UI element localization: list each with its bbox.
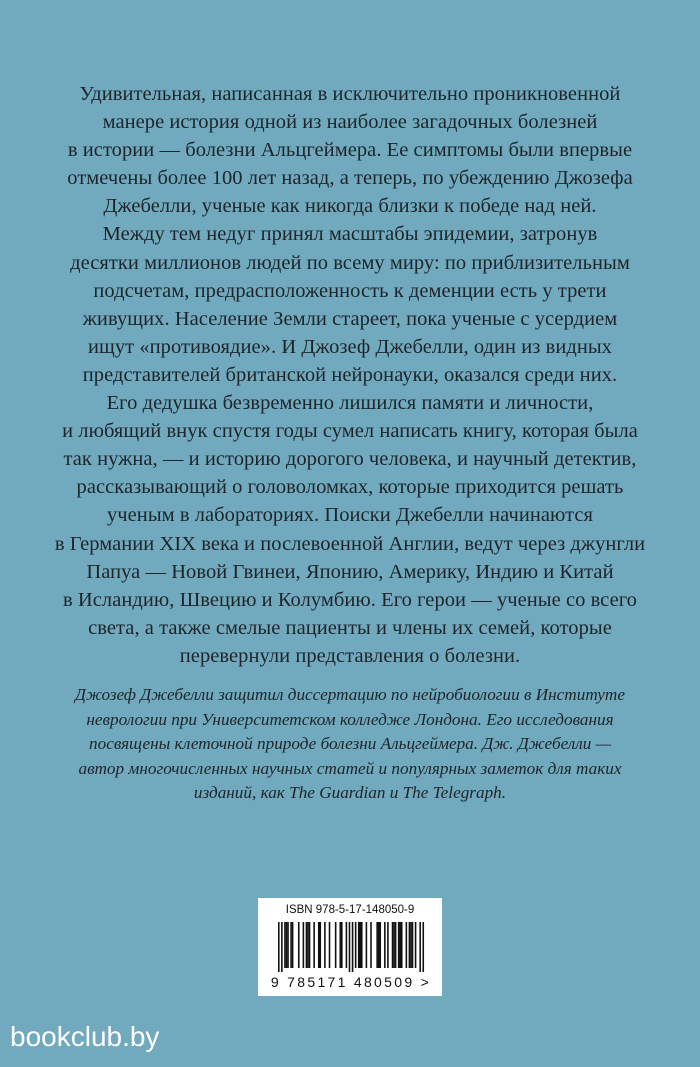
barcode-digits: 9 785171 480509 >	[270, 974, 432, 990]
barcode-bar	[313, 922, 315, 968]
isbn-label: ISBN 978-5-17-148050-9	[285, 904, 415, 916]
description-line: и любящий внук спустя годы сумел написать книгу, которая была	[62, 420, 638, 443]
description-line: Папуа — Новой Гвинеи, Японию, Америку, Индию и Китай	[86, 560, 614, 583]
barcode-bar	[341, 922, 343, 968]
barcode-bar	[281, 922, 283, 972]
barcode-bar	[307, 922, 309, 968]
description-line: Его дедушка безвременно лишился памяти и личности,	[106, 392, 594, 415]
description-line: в истории — болезни Альцгеймера. Ее симптомы были впервые	[67, 139, 633, 162]
description-line: десятки миллионов людей по всему миру: по приблизительным	[70, 251, 630, 274]
description-line: Удивительная, написанная в исключительно проникновенной	[79, 83, 621, 105]
author-bio-line: Джозеф Джебелли защитил диссертацию по нейробиологии в Институте	[75, 685, 625, 704]
barcode-bar	[384, 922, 386, 968]
barcode-bar	[358, 922, 360, 968]
barcode-bar	[398, 922, 400, 968]
barcode-bar	[319, 922, 321, 968]
barcode-bar	[406, 922, 408, 968]
barcode-bar	[409, 922, 411, 968]
barcode-bar	[359, 922, 361, 968]
barcode-bar	[292, 922, 294, 968]
barcode-bar	[335, 922, 337, 968]
barcode-bar	[324, 922, 326, 968]
barcode-bar	[286, 922, 288, 968]
barcode-bar	[370, 922, 372, 968]
barcode-bar	[379, 922, 381, 968]
barcode-bar	[346, 922, 348, 968]
description-line: Между тем недуг принял масштабы эпидемии, затронув	[102, 223, 598, 246]
barcode-bar	[422, 922, 424, 972]
barcode-bar	[399, 922, 401, 968]
description-line: в Германии XIX века и послевоенной Англии, ведут через джунгли	[54, 532, 646, 555]
barcode-bar	[306, 922, 308, 968]
description-line: в Исландию, Швецию и Колумбию. Его герои — ученые со всего	[63, 588, 637, 611]
barcode-bar	[309, 922, 311, 968]
barcode-bar	[410, 922, 412, 968]
barcode-panel	[258, 898, 442, 996]
description-line: Джебелли, ученые как никогда близки к победе над ней.	[103, 195, 597, 218]
author-bio-line: изданий, как The Guardian и The Telegraph.	[193, 783, 507, 803]
watermark-text: bookclub.by	[10, 1021, 160, 1052]
barcode-bar	[349, 922, 351, 972]
description-line: ищут «противоядие». И Джозеф Джебелли, один из видных	[88, 335, 612, 358]
author-bio	[35, 683, 665, 806]
description-line: подсчетам, предрасположенность к деменции есть у трети	[93, 279, 607, 302]
barcode-bar	[284, 922, 286, 968]
barcode-bar	[387, 922, 389, 968]
author-bio-line: неврологии при Университетском колледже Лондона. Его исследования	[86, 709, 614, 729]
author-bio-line: посвящены клеточной природе болезни Альцгеймера. Дж. Джебелли —	[89, 734, 611, 754]
barcode-bar	[412, 922, 414, 968]
barcode-bar	[352, 922, 354, 972]
barcode-bar	[401, 922, 403, 968]
barcode-bar	[395, 922, 397, 968]
barcode-bar	[392, 922, 394, 968]
description-line: так нужна, — и историю дорогого человека, и научный детектив,	[63, 448, 637, 471]
barcode-bar	[303, 922, 305, 968]
barcode-icon	[266, 922, 436, 972]
description-line: отмечены более 100 лет назад, а теперь, по убеждению Джозефа	[67, 167, 633, 190]
description-line: перевернули представления о болезни.	[179, 644, 521, 667]
barcode-bar	[415, 922, 417, 968]
barcode-bar	[318, 922, 320, 968]
barcode-bar	[290, 922, 292, 968]
barcode-bar	[298, 922, 300, 968]
barcode-bar	[278, 922, 280, 972]
author-bio-line: автор многочисленных научных статей и популярных заметок для таких	[78, 758, 622, 778]
barcode-bar	[287, 922, 289, 968]
barcode-bar	[361, 922, 363, 968]
barcode-bar	[329, 922, 331, 968]
barcode-bar	[339, 922, 341, 968]
description-line: живущих. Население Земли стареет, пока ученые с усердием	[82, 307, 618, 330]
barcode-bar	[366, 922, 368, 968]
book-description	[40, 80, 660, 670]
barcode-bar	[378, 922, 380, 968]
barcode-bar	[393, 922, 395, 968]
description-line: манере история одной из наиболее загадочных болезней	[102, 111, 598, 134]
barcode-bar	[419, 922, 421, 972]
barcode-bar	[376, 922, 378, 968]
description-line: ученым в лабораториях. Поиски Джебелли начинаются	[106, 504, 594, 527]
barcode-bar	[355, 922, 357, 968]
description-line: представителей британской нейронауки, оказался среди них.	[82, 363, 618, 386]
description-line: света, а также смелые пациенты и члены их семей, которые	[88, 616, 612, 639]
description-line: рассказывающий о головоломках, которые приходится решать	[76, 476, 624, 499]
